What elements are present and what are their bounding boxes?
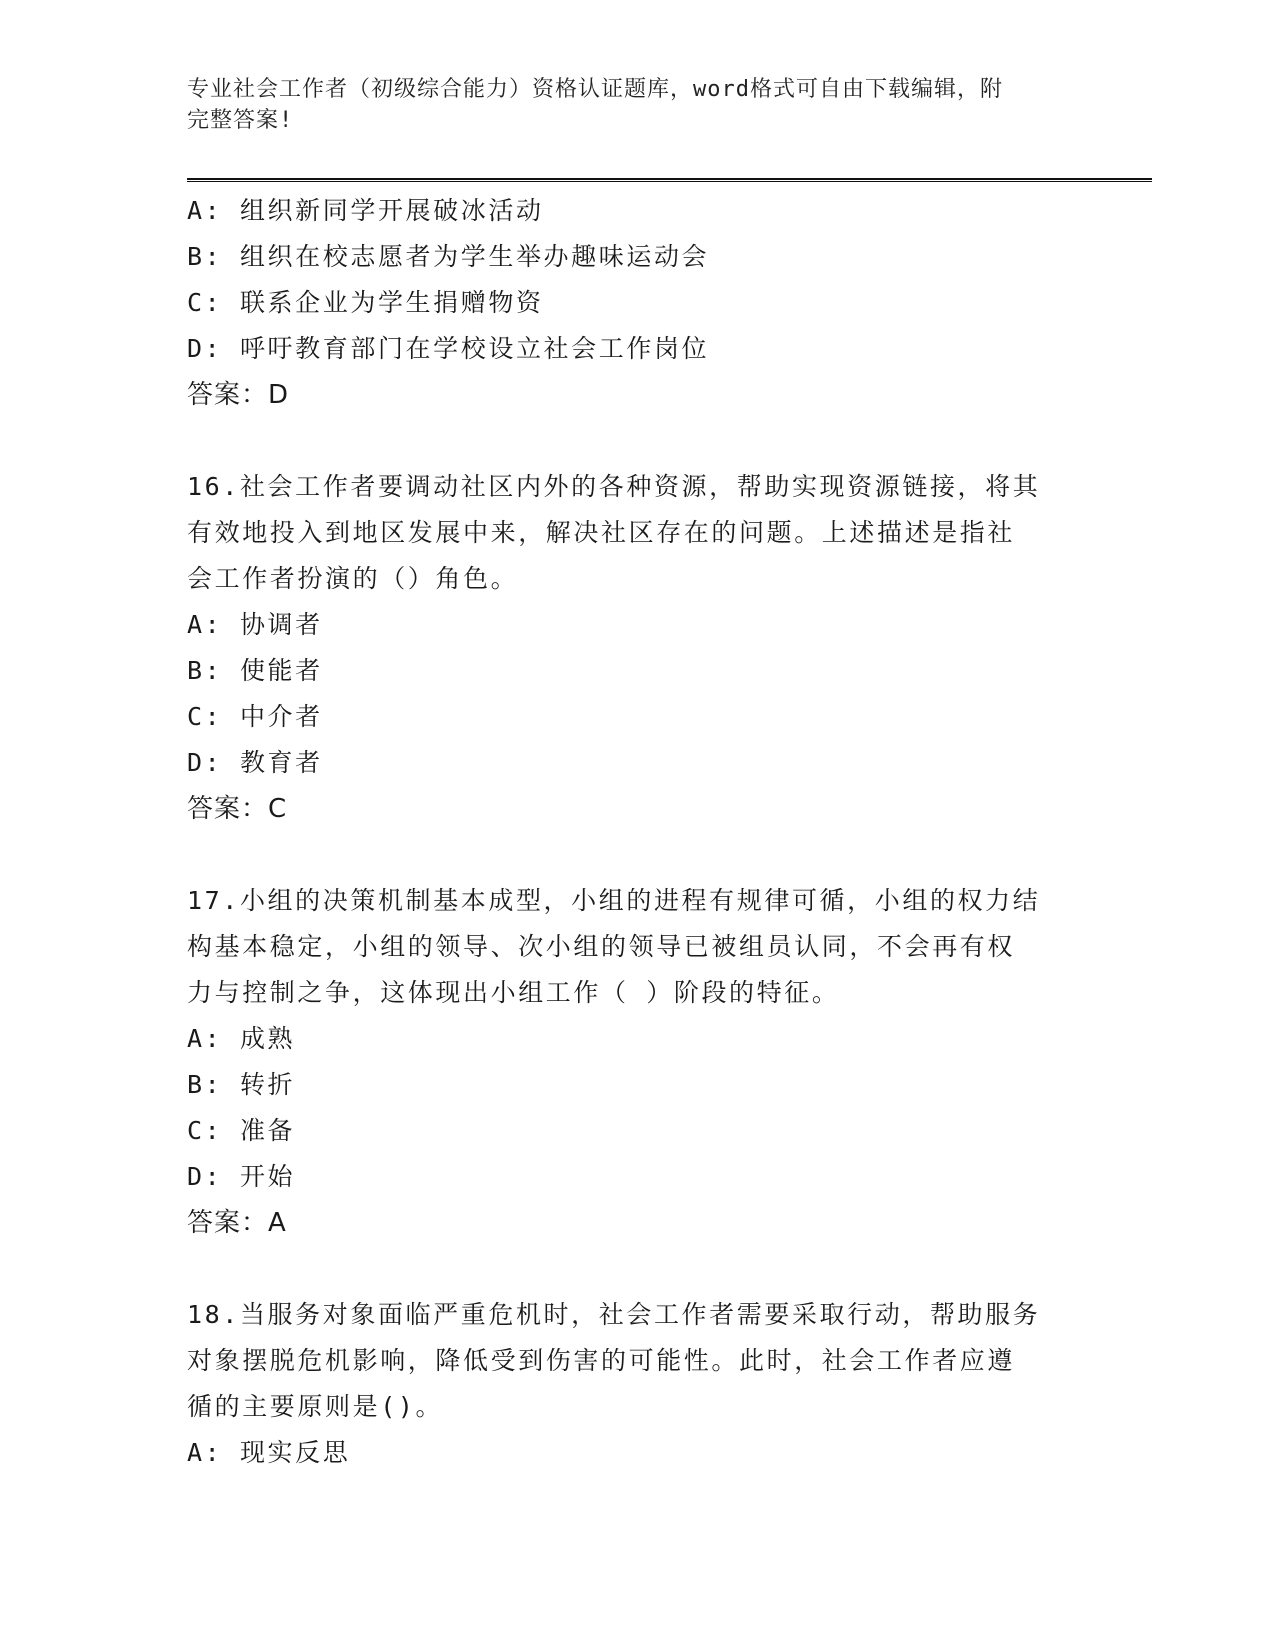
header-divider <box>187 178 1152 182</box>
spacer <box>187 1246 1077 1292</box>
question-stem-line: 16.社会工作者要调动社区内外的各种资源，帮助实现资源链接，将其 <box>187 472 1041 501</box>
question-17 <box>187 878 1077 1246</box>
answer-line: 答案：A <box>187 1208 287 1238</box>
option-c: C: 准备 <box>187 1116 296 1145</box>
spacer <box>187 418 1077 464</box>
option-a: A: 现实反思 <box>187 1438 351 1467</box>
answer-line: 答案：C <box>187 794 288 824</box>
option-d: D: 教育者 <box>187 748 323 777</box>
option-b: B: 转折 <box>187 1070 296 1099</box>
document-header <box>187 74 1067 136</box>
option-b: B: 组织在校志愿者为学生举办趣味运动会 <box>187 242 710 271</box>
option-d: D: 呼吁教育部门在学校设立社会工作岗位 <box>187 334 710 363</box>
question-16 <box>187 464 1077 832</box>
question-stem-line: 循的主要原则是()。 <box>187 1392 444 1421</box>
option-c: C: 联系企业为学生捐赠物资 <box>187 288 544 317</box>
question-18 <box>187 1292 1077 1476</box>
option-c: C: 中介者 <box>187 702 323 731</box>
answer-line: 答案：D <box>187 380 290 410</box>
question-stem-line: 会工作者扮演的（）角色。 <box>187 564 519 593</box>
question-list <box>187 188 1077 1476</box>
option-a: A: 成熟 <box>187 1024 296 1053</box>
spacer <box>187 832 1077 878</box>
header-line-1: 专业社会工作者（初级综合能力）资格认证题库，word格式可自由下载编辑，附 <box>187 77 1003 102</box>
question-stem-line: 18.当服务对象面临严重危机时，社会工作者需要采取行动，帮助服务 <box>187 1300 1041 1329</box>
question-stem-line: 17.小组的决策机制基本成型，小组的进程有规律可循，小组的权力结 <box>187 886 1041 915</box>
question-15 <box>187 188 1077 418</box>
option-a: A: 组织新同学开展破冰活动 <box>187 196 544 225</box>
option-b: B: 使能者 <box>187 656 323 685</box>
header-line-2: 完整答案! <box>187 108 294 133</box>
question-stem-line: 构基本稳定，小组的领导、次小组的领导已被组员认同，不会再有权 <box>187 932 1016 961</box>
option-a: A: 协调者 <box>187 610 323 639</box>
option-d: D: 开始 <box>187 1162 296 1191</box>
question-stem-line: 有效地投入到地区发展中来，解决社区存在的问题。上述描述是指社 <box>187 518 1016 547</box>
question-stem-line: 力与控制之争，这体现出小组工作（ ）阶段的特征。 <box>187 978 840 1007</box>
question-stem-line: 对象摆脱危机影响，降低受到伤害的可能性。此时，社会工作者应遵 <box>187 1346 1016 1375</box>
